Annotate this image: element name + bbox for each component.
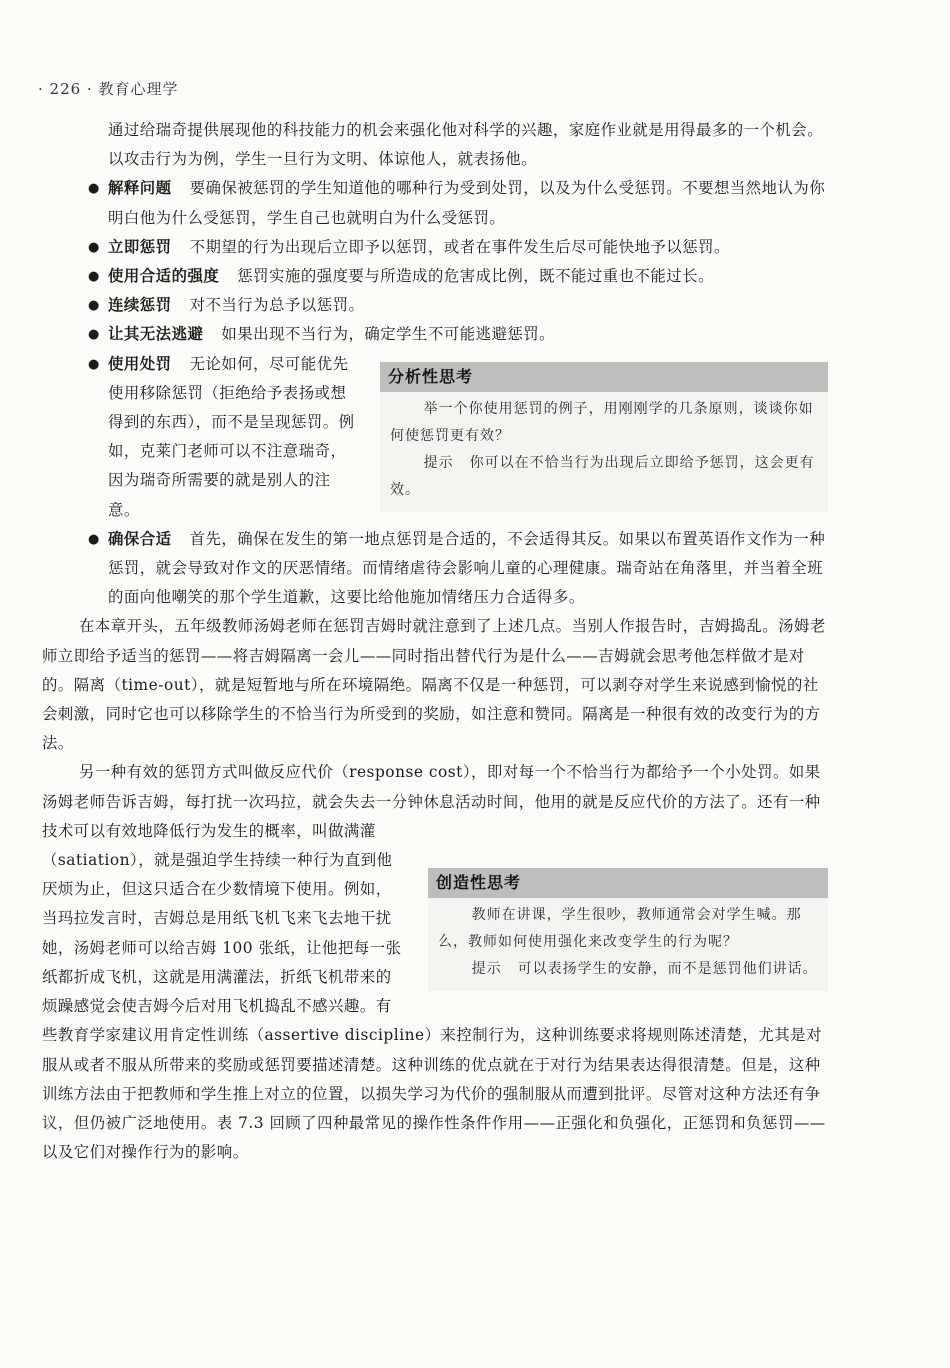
box-question: 举一个你使用惩罚的例子，用刚刚学的几条原则，谈谈你如何使惩罚更有效？ [390, 400, 814, 444]
creative-thinking-box [428, 868, 828, 991]
list-item [42, 350, 828, 525]
hint-text: 可以表扬学生的安静，而不是惩罚他们讲话。 [517, 961, 818, 978]
analytic-thinking-box [380, 362, 828, 512]
list-item [42, 291, 828, 320]
box-title: ● 分析性思考 [380, 362, 828, 392]
list-item [42, 262, 828, 291]
list-text: 如果出现不当行为，确定学生不可能逃避惩罚。 [221, 325, 556, 344]
hint-label: 提示 [423, 454, 454, 471]
list-text: 不期望的行为出现后立即予以惩罚，或者在事件发生后尽可能快地予以惩罚。 [189, 237, 730, 256]
body-paragraph: 另一种有效的惩罚方式叫做反应代价（response cost），即对每一个不恰当行为都给予一个小处罚。如果汤姆老师告诉吉姆，每打扰一次玛拉，就会失去一分钟休息活动时间，他用的就是反应代价的方法了。还有一种技术可以有效地降低行为发生的概率，叫做满灌 [42, 763, 821, 840]
list-term: 让其无法逃避 [108, 325, 204, 344]
list-term: 使用处罚 [108, 354, 172, 373]
list-term: 连续惩罚 [108, 296, 172, 315]
list-term: 解释问题 [108, 179, 172, 198]
list-text: 首先，确保在发生的第一地点惩罚是合适的，不会适得其反。如果以布置英语作文作为一种惩罚，就会导致对作文的厌恶情绪。而情绪虐待会影响儿童的心理健康。瑞奇站在角落里，并当着全班的面向他嘲笑的那个学生道歉，这要比给他施加情绪压力合适得多。 [108, 529, 826, 607]
intro-continuation: 通过给瑞奇提供展现他的科技能力的机会来强化他对科学的兴趣，家庭作业就是用得最多的一个机会。以攻击行为为例，学生一旦行为文明、体谅他人，就表扬他。 [108, 121, 824, 169]
box-title: 创造性思考 [428, 868, 828, 898]
page-header: · 226 · 教育心理学 [38, 80, 179, 98]
hint-text: 你可以在不恰当行为出现后立即给予惩罚，这会更有效。 [390, 454, 815, 498]
list-text: 无论如何，尽可能优先使用移除惩罚（拒绝给予表扬或想得到的东西），而不是呈现惩罚。例如，克莱门老师可以不注意瑞奇，因为瑞奇所需要的就是别人的注意。 [108, 354, 355, 519]
body-paragraph: 在本章开头，五年级教师汤姆老师在惩罚吉姆时就注意到了上述几点。当别人作报告时，吉姆捣乱。汤姆老师立即给予适当的惩罚——将吉姆隔离一会儿——同时指出替代行为是什么——吉姆就会思考他怎样做才是对的。隔离（time-out），就是短暂地与所在环境隔绝。隔离不仅是一种惩罚，可以剥夺对学生来说感到愉悦的社会刺激，同时它也可以移除学生的不恰当行为所受到的奖励，如注意和赞同。隔离是一种很有效的改变行为的方法。 [42, 617, 826, 753]
box-hint [428, 956, 828, 991]
list-item [42, 320, 828, 349]
list-text: 要确保被惩罚的学生知道他的哪种行为受到处罚，以及为什么受惩罚。不要想当然地认为你明白他为什么受惩罚，学生自己也就明白为什么受惩罚。 [108, 179, 826, 227]
list-item [42, 525, 828, 613]
list-item [42, 174, 828, 232]
list-term: 立即惩罚 [108, 237, 172, 256]
list-text: 惩罚实施的强度要与所造成的危害成比例，既不能过重也不能过长。 [237, 267, 714, 286]
principles-list [42, 174, 828, 612]
list-item [42, 233, 828, 262]
box-hint [380, 450, 828, 512]
box-question: 教师在讲课，学生很吵，教师通常会对学生喊。那么，教师如何使用强化来改变学生的行为呢？ [438, 907, 802, 951]
page-content [42, 116, 828, 1167]
list-term: 确保合适 [108, 529, 172, 548]
hint-label: 提示 [471, 961, 502, 978]
list-term: 使用合适的强度 [108, 267, 220, 286]
body-paragraph: （satiation），就是强迫学生持续一种行为直到他厌烦为止，但这只适合在少数情境下使用。例如，当玛拉发言时，吉姆总是用纸飞机飞来飞去地干扰她，汤姆老师可以给吉姆 100 张纸，让他把每一张纸都折成飞机，这就是用满灌法，折纸飞机带来的烦躁感觉会使吉姆今后对用飞机捣乱不感兴趣。有些教育学家建议用肯定性训练（assertive discipline）来控制行为，这种训练要求将规则陈述清楚，尤其是对服从或者不服从所带来的奖励或惩罚要描述清楚。这种训练的优点就在于对行为结果表达得很清楚。但是，这种训练方法由于把教师和学生推上对立的位置，以损失学习为代价的强制服从而遭到批评。尽管对这种方法还有争议，但仍被广泛地使用。表 7.3 回顾了四种最常见的操作性条件作用——正强化和负强化，正惩罚和负惩罚——以及它们对操作行为的影响。 [42, 851, 826, 1162]
list-text: 对不当行为总予以惩罚。 [189, 296, 365, 315]
